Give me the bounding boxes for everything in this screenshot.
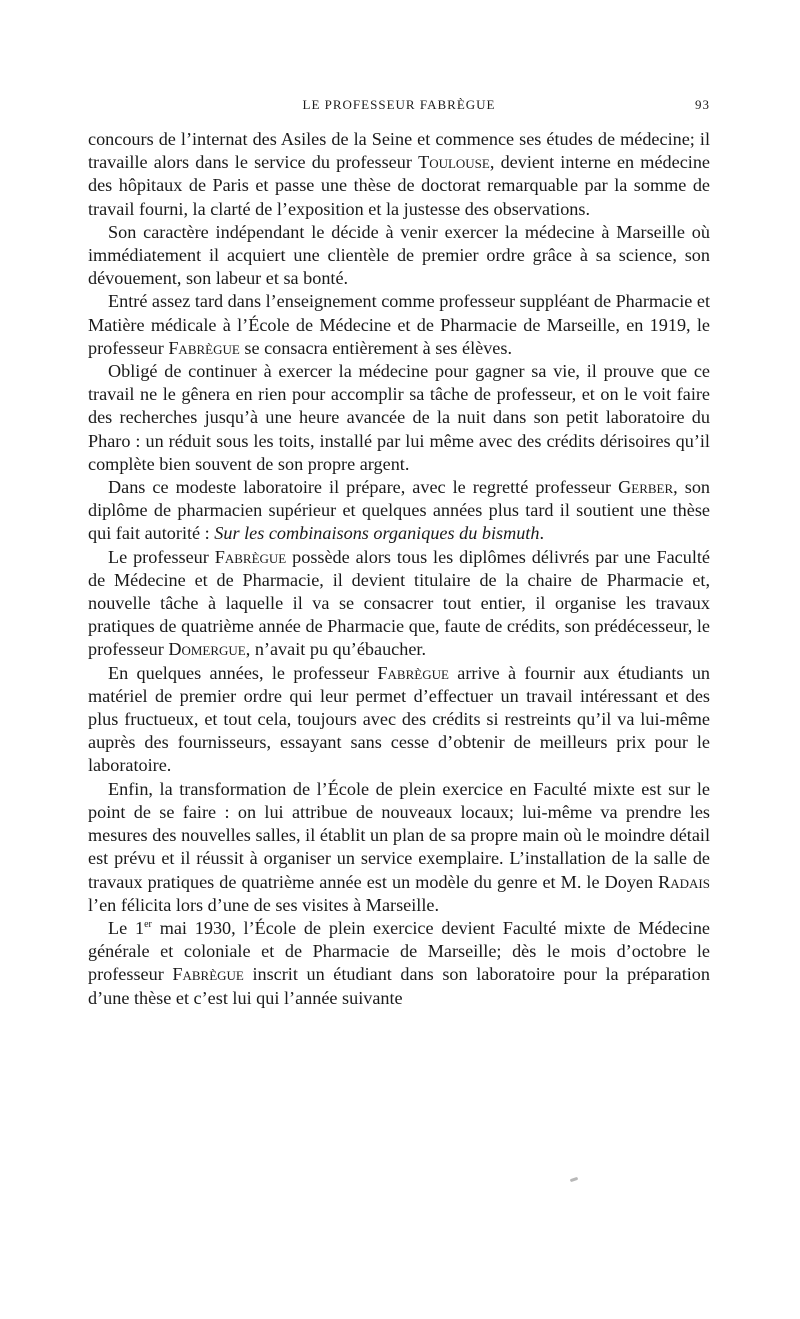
running-title: LE PROFESSEUR FABRÈGUE <box>302 97 496 112</box>
person-name: Fabrègue <box>172 964 244 985</box>
text-run: possède alors tous les diplômes délivrés par une Faculté de Médecine et de Pharmacie, il devient titulaire de la chaire de Pharmacie et, nouvelle tâche à laquelle il va se consacrer tout entier, il organise les travaux pratiques de quatrième année de Pharmacie que, faute de crédits, son prédécesseur, le professeur <box>88 546 710 660</box>
text-run: concours de l’internat des Asiles de la Seine et commence ses études de médecine; il travaille alors dans le service du professeur <box>88 129 710 173</box>
text-run: arrive à fournir aux étudiants un matériel de premier ordre qui leur permet d’effectuer un travail intéressant et des plus fructueux, et tout cela, toujours avec des crédits si restreints qu’il va lui-même auprès des fournisseurs, essayant sans cesse d’obtenir de meilleurs prix pour le laboratoire. <box>88 662 711 776</box>
person-name: Fabrègue <box>377 662 449 683</box>
paragraph <box>88 662 710 778</box>
text-run: Dans ce modeste laboratoire il prépare, avec le regretté professeur <box>108 477 619 498</box>
text-run: Le 1 <box>108 917 145 938</box>
paragraph <box>88 778 710 917</box>
text-run: mai 1930, l’École de plein exercice devient Faculté mixte de Médecine générale et coloniale et de Pharmacie de Marseille; dès le mois d’octobre le professeur <box>88 917 710 985</box>
person-name: Gerber <box>618 477 674 498</box>
paragraph <box>88 917 710 1010</box>
text-run: , devient interne en médecine des hôpitaux de Paris et passe une thèse de doctorat remarquable par la somme de travail fourni, la clarté de l’exposition et la justesse des observations. <box>88 152 710 219</box>
person-name: Radais <box>658 871 710 892</box>
text-run: Entré assez tard dans l’enseignement comme professeur suppléant de Pharmacie et Matière médicale à l’École de Médecine et de Pharmacie de Marseille, en 1919, le professeur <box>88 291 710 358</box>
running-head <box>88 97 710 117</box>
text-run: En quelques années, le professeur <box>108 662 378 683</box>
text-run: , n’avait pu qu’ébaucher. <box>245 639 427 660</box>
ink-smudge <box>570 1177 579 1182</box>
page-number: 93 <box>695 97 710 112</box>
text-run: , son diplôme de pharmacien supérieur et quelques années plus tard il soutient une thèse qui fait autorité : <box>88 477 711 544</box>
person-name: Fabrègue <box>168 337 240 358</box>
paragraph <box>88 128 710 221</box>
text-run: se consacra entièrement à ses élèves. <box>239 337 513 358</box>
text-run: Le professeur <box>108 546 215 567</box>
person-name: Fabrègue <box>214 546 287 567</box>
text-run: Enfin, la transformation de l’École de plein exercice en Faculté mixte est sur le point de se faire : on lui attribue de nouveaux locaux; lui-même va prendre les mesures des nouvelles salles, il établit un plan de sa propre main où le moindre détail est prévu et il réussit à organiser un service exemplaire. L’installation de la salle de travaux pratiques de quatrième année est un modèle du genre et M. le Doyen <box>88 778 710 892</box>
paragraph: Obligé de continuer à exercer la médecine pour gagner sa vie, il prouve que ce travail ne le gênera en rien pour accomplir sa tâche de professeur, et on le voit faire des recherches jusqu’à une heure avancée de la nuit dans son petit laboratoire du Pharo : un réduit sous les toits, installé par lui même avec des crédits dérisoires qu’il complète bien souvent de son propre argent. <box>88 361 710 474</box>
text-run: l’en félicita lors d’une de ses visites à Marseille. <box>88 894 440 915</box>
person-name: Domergue <box>168 639 246 660</box>
paragraph <box>88 476 710 546</box>
paragraph: Son caractère indépendant le décide à venir exercer la médecine à Marseille où immédiatement il acquiert une clientèle de premier ordre grâce à sa science, son dévouement, son labeur et sa bonté. <box>88 221 710 289</box>
body-text <box>88 128 710 1010</box>
person-name: Toulouse <box>418 152 490 173</box>
paragraph <box>88 290 710 360</box>
ordinal-suffix: er <box>144 918 152 930</box>
text-run: inscrit un étudiant dans son laboratoire pour la préparation d’une thèse et c’est lui qui l’année suivante <box>88 964 710 1008</box>
text-run: . <box>539 523 545 544</box>
paragraph <box>88 546 710 662</box>
thesis-title: Sur les combinaisons organiques du bismuth <box>214 523 540 544</box>
